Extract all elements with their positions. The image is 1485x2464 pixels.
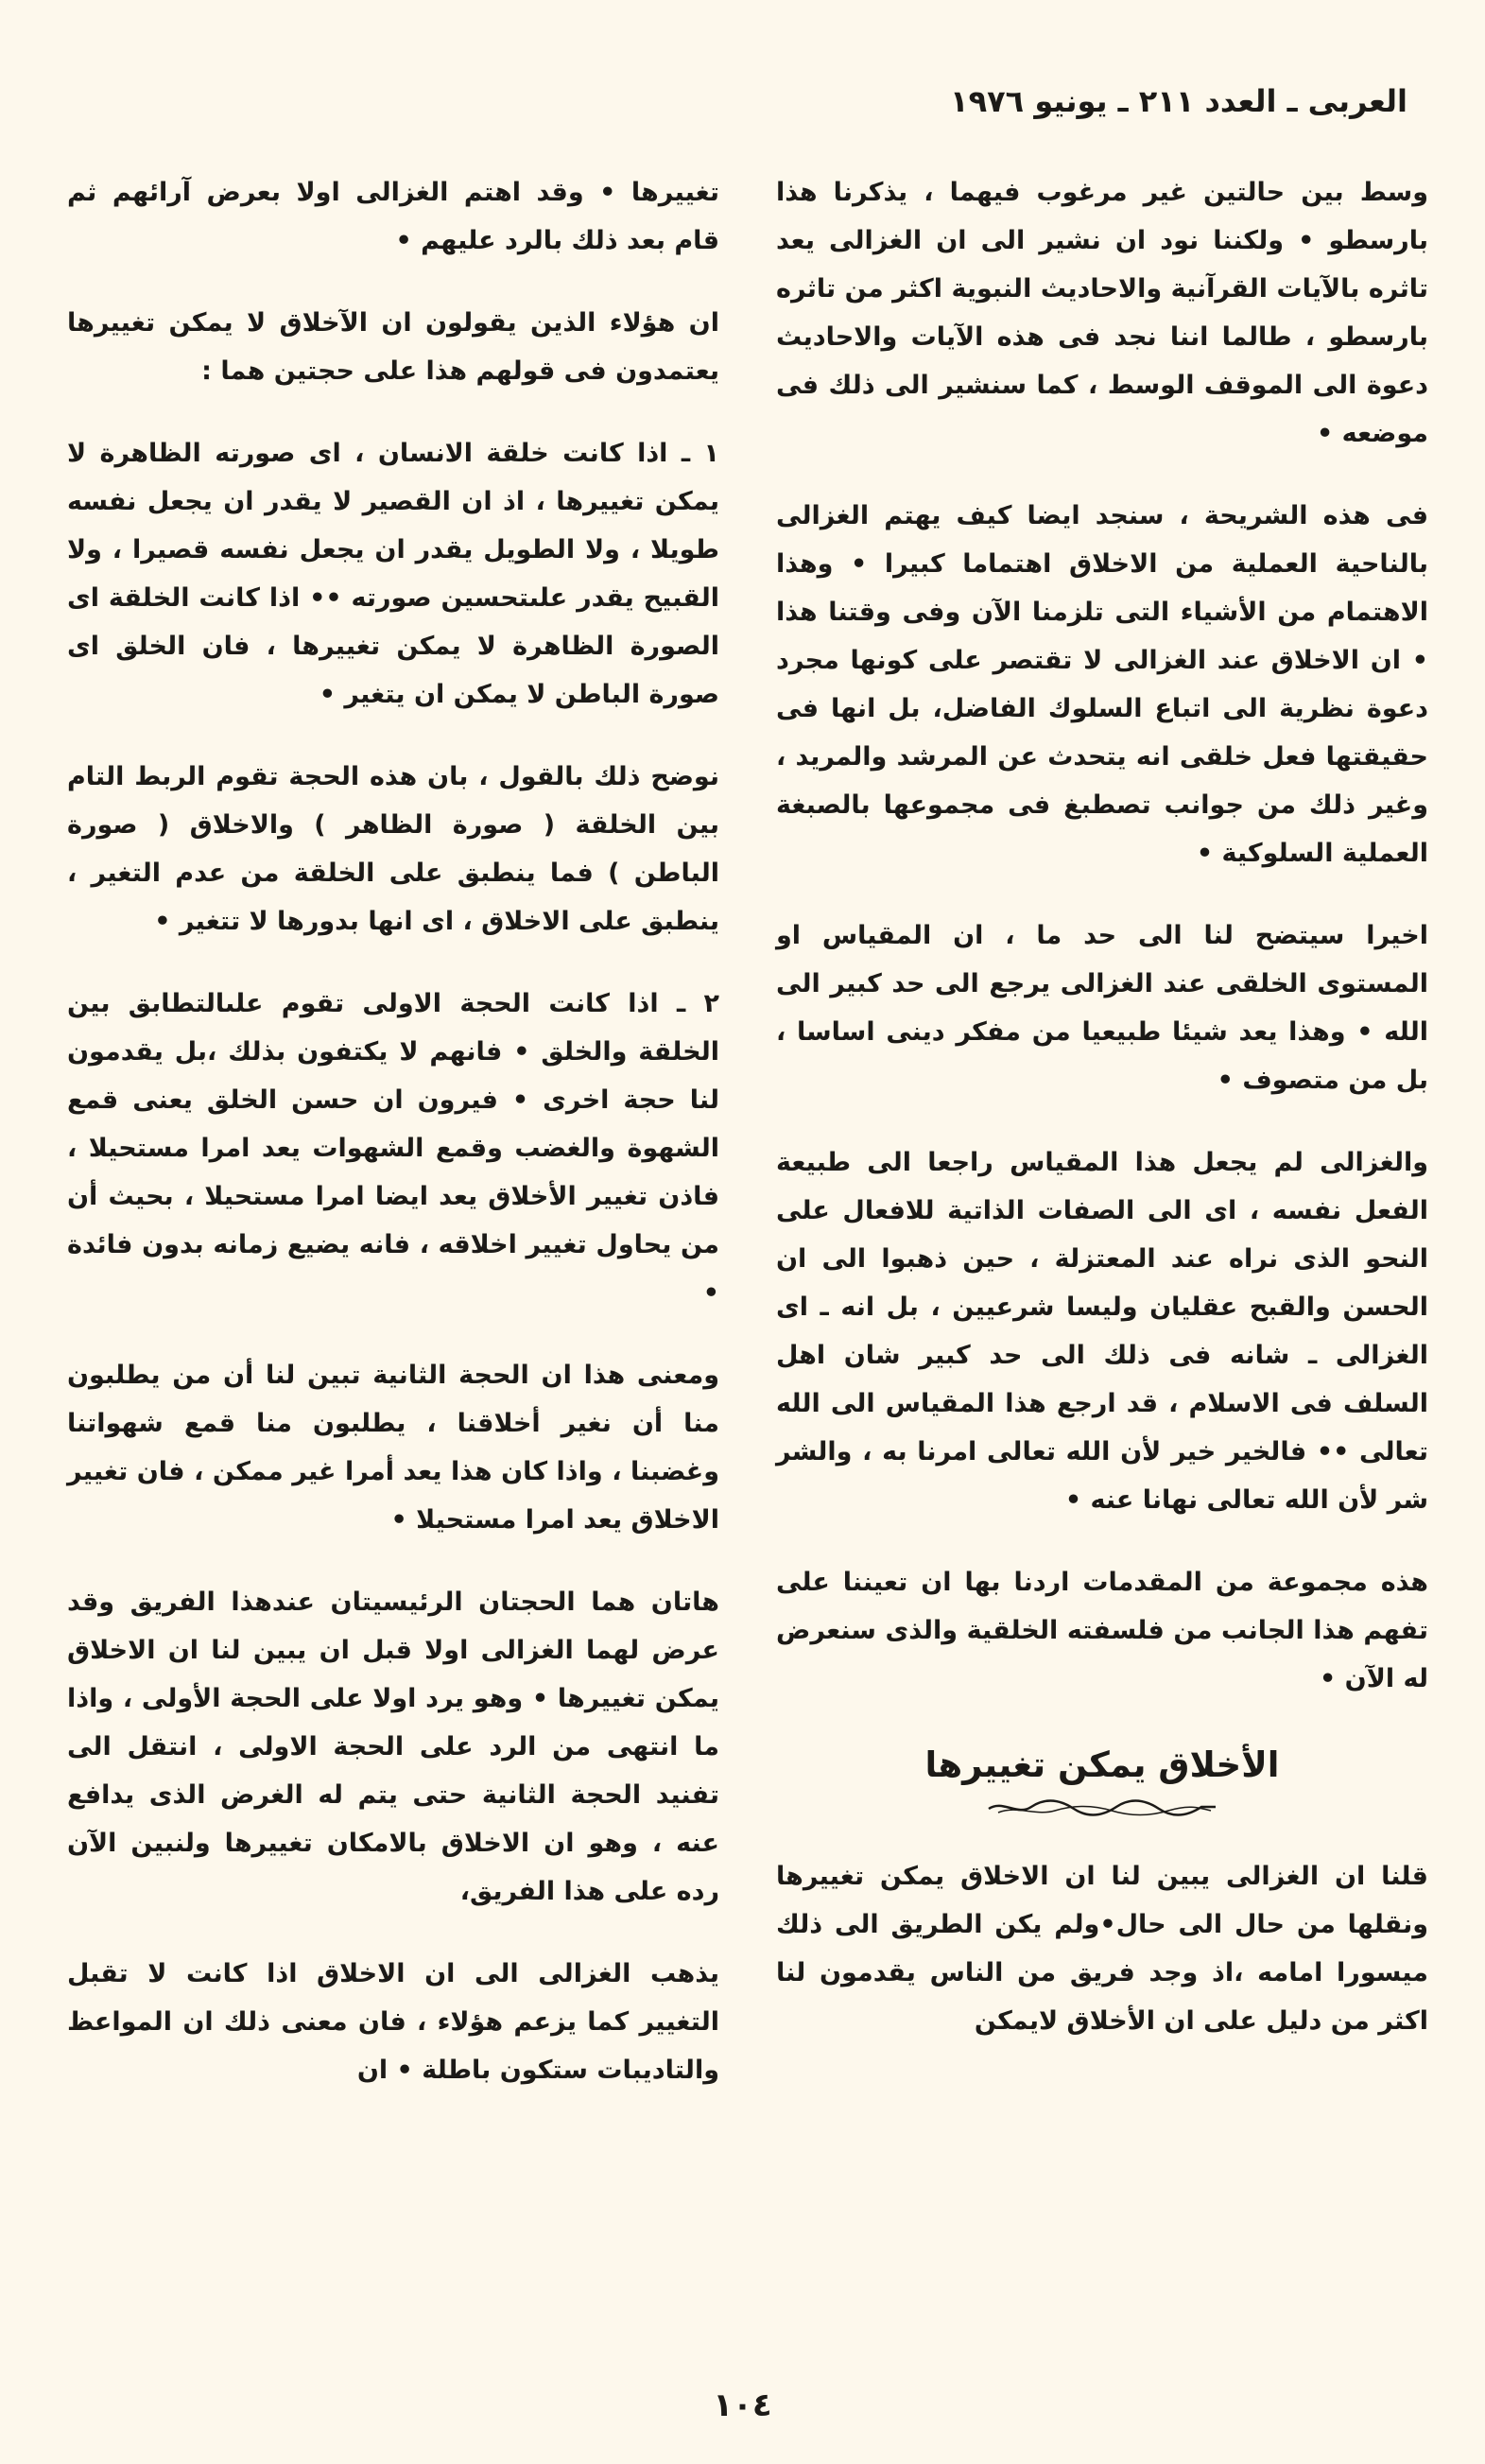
paragraph: فى هذه الشريحة ، سنجد ايضا كيف يهتم الغزالى بالناحية العملية من الاخلاق اهتماما كبيرا • وهذا الاهتمام من الأشياء التى تلزمنا الآن وفى وقتنا هذا • ان الاخلاق عند الغزالى لا تقتصر على كونها مجرد دعوة نظرية الى اتباع السلوك الفاضل، بل انها فى حقيقتها فعل خلقى انه يتحدث عن المرشد والمريد ، وغير ذلك من جوانب تصطبغ فى مجموعها بالصبغة العملية السلوكية • bbox=[776, 501, 1428, 868]
section-heading: الأخلاق يمكن تغييرها bbox=[924, 1744, 1280, 1785]
paragraph: تغييرها • وقد اهتم الغزالى اولا بعرض آرائهم ثم قام بعد ذلك بالرد عليهم • bbox=[67, 178, 719, 255]
paragraph: ان هؤلاء الذين يقولون ان الآخلاق لا يمكن تغييرها يعتمدون فى قولهم هذا على حجتين هما : bbox=[67, 308, 719, 386]
left-column bbox=[67, 168, 719, 2128]
paragraph: ٢ ـ اذا كانت الحجة الاولى تقوم علىالتطابق بين الخلقة والخلق • فانهم لا يكتفون بذلك ،بل يقدمون لنا حجة اخرى • فيرون ان حسن الخلق يعنى قمع الشهوة والغضب وقمع الشهوات يعد امرا مستحيلا ، فاذن تغيير الأخلاق يعد ايضا امرا مستحيلا ، بحيث أن من يحاول تغيير اخلاقه ، فانه يضيع زمانه بدون فائدة • bbox=[67, 989, 719, 1308]
right-column bbox=[776, 168, 1428, 2079]
paragraph: والغزالى لم يجعل هذا المقياس راجعا الى طبيعة الفعل نفسه ، اى الى الصفات الذاتية للافعال على النحو الذى نراه عند المعتزلة ، حين ذهبوا الى ان الحسن والقبح عقليان وليسا شرعيين ، بل انه ـ اى الغزالى ـ شانه فى ذلك الى حد كبير شان اهل السلف فى الاسلام ، قد ارجع هذا المقياس الى الله تعالى •• فالخير خير لأن الله تعالى امرنا به ، والشر شر لأن الله تعالى نهانا عنه • bbox=[776, 1148, 1428, 1515]
paragraph: هذه مجموعة من المقدمات اردنا بها ان تعيننا على تفهم هذا الجانب من فلسفته الخلقية والذى سنعرض له الآن • bbox=[776, 1568, 1428, 1693]
paragraph: ومعنى هذا ان الحجة الثانية تبين لنا أن من يطلبون منا أن نغير أخلاقنا ، يطلبون منا قمع شهواتنا وغضبنا ، واذا كان هذا يعد أمرا غير ممكن ، فان تغيير الاخلاق يعد امرا مستحيلا • bbox=[67, 1361, 719, 1535]
running-head: العربى ـ العدد ٢١١ ـ يونيو ١٩٧٦ bbox=[950, 83, 1407, 119]
paragraph: هاتان هما الحجتان الرئيسيتان عندهذا الفريق وقد عرض لهما الغزالى اولا قبل ان يبين لنا ان الاخلاق يمكن تغييرها • وهو يرد اولا على الحجة الأولى ، واذا ما انتهى من الرد على الحجة الاولى ، انتقل الى تفنيد الحجة الثانية حتى يتم له الغرض الذى يدافع عنه ، وهو ان الاخلاق بالامكان تغييرها ولنبين الآن رده على هذا الفريق، bbox=[67, 1588, 719, 1906]
heading-underline-ornament bbox=[979, 1796, 1225, 1820]
paragraph: قلنا ان الغزالى يبين لنا ان الاخلاق يمكن تغييرها ونقلها من حال الى حال•ولم يكن الطريق الى ذلك ميسورا امامه ،اذ وجد فريق من الناس يقدمون لنا اكثر من دليل على ان الأخلاق لايمكن bbox=[776, 1862, 1428, 2036]
paragraph: وسط بين حالتين غير مرغوب فيهما ، يذكرنا هذا بارسطو • ولكننا نود ان نشير الى ان الغزالى يعد تاثره بالآيات القرآنية والاحاديث النبوية اكثر من تاثره بارسطو ، طالما اننا نجد فى هذه الآيات والاحاديث دعوة الى الموقف الوسط ، كما سنشير الى ذلك فى موضعه • bbox=[776, 178, 1428, 448]
paragraph: نوضح ذلك بالقول ، بان هذه الحجة تقوم الربط التام بين الخلقة ( صورة الظاهر ) والاخلاق ( صورة الباطن ) فما ينطبق على الخلقة من عدم التغير ، ينطبق على الاخلاق ، اى انها بدورها لا تتغير • bbox=[67, 762, 719, 936]
paragraph: يذهب الغزالى الى ان الاخلاق اذا كانت لا تقبل التغيير كما يزعم هؤلاء ، فان معنى ذلك ان المواعظ والتاديبات ستكون باطلة • ان bbox=[67, 1959, 719, 2085]
paragraph: اخيرا سيتضح لنا الى حد ما ، ان المقياس او المستوى الخلقى عند الغزالى يرجع الى حد كبير الى الله • وهذا يعد شيئا طبيعيا من مفكر دينى اساسا ، بل من متصوف • bbox=[776, 921, 1428, 1095]
paragraph: ١ ـ اذا كانت خلقة الانسان ، اى صورته الظاهرة لا يمكن تغييرها ، اذ ان القصير لا يقدر ان يجعل نفسه طويلا ، ولا الطويل يقدر ان يجعل نفسه قصيرا ، ولا القبيح يقدر علىتحسين صورته •• اذا كانت الخلقة اى الصورة الظاهرة لا يمكن تغييرها ، فان الخلق اى صورة الباطن لا يمكن ان يتغير • bbox=[67, 439, 719, 709]
page-number: ١٠٤ bbox=[713, 2386, 772, 2424]
